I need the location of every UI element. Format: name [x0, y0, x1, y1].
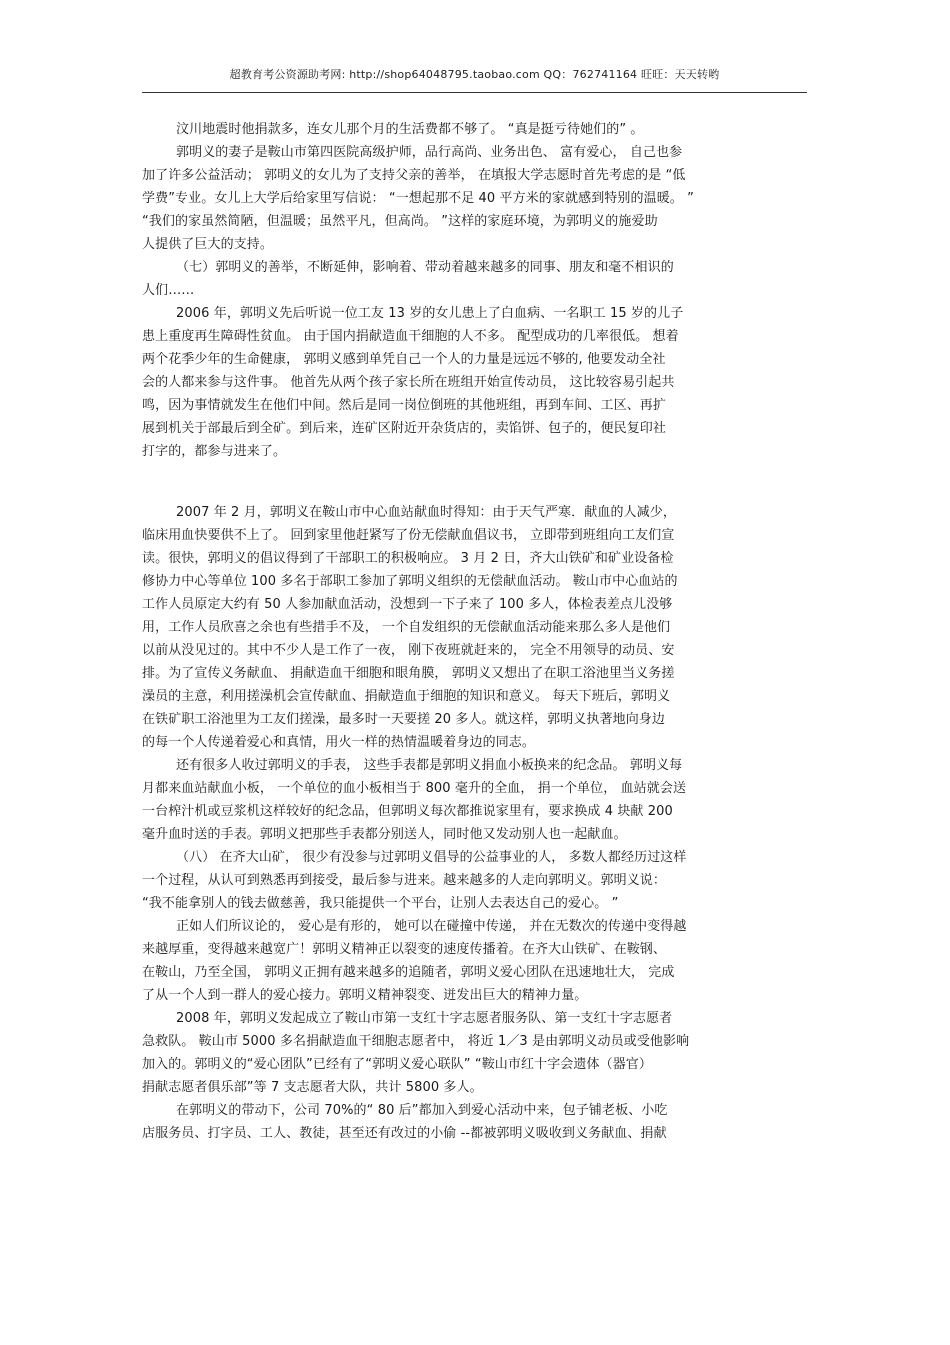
text-line: 加了许多公益活动； 郭明义的女儿为了支持父亲的善举， 在填报大学志愿时首先考虑的是 “低	[142, 168, 686, 183]
text-line: 来越厚重，变得越来越宽广！郭明义精神正以裂变的速度传播着。在齐大山铁矿、在鞍钢、	[142, 942, 667, 957]
text-line: “我们的家虽然简陋，但温暖；虽然平凡，但高尚。 ”这样的家庭环境，为郭明义的施爱助	[142, 214, 658, 229]
text-line: 修协力中心等单位 100 多名于部职工参加了郭明义组织的无偿献血活动。 鞍山市中心血站的	[142, 574, 678, 589]
header-rule	[142, 92, 807, 93]
text-line: 汶川地震时他捐款多，连女儿那个月的生活费都不够了。 “真是挺亏待她们的” 。	[176, 122, 644, 137]
text-line: 加入的。郭明义的“爱心团队”已经有了“郭明义爱心联队” “鞍山市红十字会遗体（器官）	[142, 1057, 653, 1072]
text-line: 临床用血快要供不上了。 回到家里他赶紧写了份无偿献血倡议书， 立即带到班组向工友们宣	[142, 528, 675, 543]
text-line: （七）郭明义的善举，不断延伸，影响着、带动着越来越多的同事、朋友和毫不相识的	[176, 260, 674, 275]
text-line: 排。为了宣传义务献血、 捐献造血干细胞和眼角膜， 郭明义又想出了在职工浴池里当义务搓	[142, 666, 675, 681]
text-line: 2008 年，郭明义发起成立了鞍山市第一支红十字志愿者服务队、第一支红十字志愿者	[176, 1011, 673, 1026]
text-line: 在铁矿职工浴池里为工友们搓澡，最多时一天要搓 20 多人。就这样，郭明义执著地向身边	[142, 712, 666, 727]
text-line: 展到机关于部最后到全矿。到后来，连矿区附近开杂货店的，卖馅饼、包子的，便民复印社	[142, 421, 667, 436]
text-line: 在郭明义的带动下，公司 70%的“ 80 后”都加入到爱心活动中来，包子铺老板、小吃	[176, 1103, 668, 1118]
document-body	[142, 118, 810, 1145]
text-line: （八） 在齐大山矿， 很少有没参与过郭明义倡导的公益事业的人， 多数人都经历过这样	[176, 850, 687, 865]
text-line: 以前从没见过的。其中不少人是工作了一夜， 刚下夜班就赶来的， 完全不用领导的动员、安	[142, 643, 675, 658]
text-line: 患上重度再生障碍性贫血。 由于国内捐献造血干细胞的人不多。 配型成功的几率很低。 想着	[142, 329, 679, 344]
text-line: 两个花季少年的生命健康， 郭明义感到单凭自己一个人的力量是远远不够的, 他要发动全社	[142, 352, 666, 367]
text-line: 澡员的主意，利用搓澡机会宣传献血、捐献造血于细胞的知识和意义。 每天下班后，郭明义	[142, 689, 671, 704]
text-line: 郭明义的妻子是鞍山市第四医院高级护师，品行高尚、业务出色、 富有爱心， 自己也参	[176, 145, 683, 160]
text-line: 月都来血站献血小板， 一个单位的血小板相当于 800 毫升的全血， 捐一个单位， 血站就会送	[142, 781, 687, 796]
text-line: 急救队。 鞍山市 5000 多名捐献造血干细胞志愿者中， 将近 1／3 是由郭明义动员或受他影响	[142, 1034, 690, 1049]
text-line: 的每一个人传递着爱心和真情，用火一样的热情温暖着身边的同志。	[142, 735, 536, 750]
text-line: 用，工作人员欣喜之余也有些措手不及， 一个自发组织的无偿献血活动能来那么多人是他们	[142, 620, 671, 635]
text-line: 工作人员原定大约有 50 人参加献血活动，没想到一下子来了 100 多人，体检表差点儿没够	[142, 597, 673, 612]
text-line: 人们……	[142, 283, 195, 298]
paragraph	[142, 141, 810, 256]
page-header: 超教育考公资源助考网: http://shop64048795.taobao.com QQ：762741164 旺旺：天天转哟	[229, 68, 720, 81]
text-line: 毫升血时送的手表。郭明义把那些手表都分别送人，同时他又发动别人也一起献血。	[142, 827, 627, 842]
text-line: 一台榨汁机或豆浆机这样较好的纪念品，但郭明义每次都推说家里有，要求换成 4 块献 200	[142, 804, 673, 819]
paragraph	[142, 256, 810, 302]
paragraph	[142, 302, 810, 463]
text-line: 会的人都来参与这件事。 他首先从两个孩子家长所在班组开始宣传动员， 这比较容易引起共	[142, 375, 675, 390]
paragraph-gap	[142, 463, 810, 501]
paragraph	[142, 754, 810, 846]
text-line: 在鞍山，乃至全国， 郭明义正拥有越来越多的追随者，郭明义爱心团队在迅速地壮大， 完成	[142, 965, 675, 980]
text-line: 鸣，因为事情就发生在他们中间。然后是同一岗位倒班的其他班组，再到车间、工区、再扩	[142, 398, 667, 413]
paragraph	[142, 915, 810, 1007]
text-line: 2007 年 2 月，郭明义在鞍山市中心血站献血时得知：由于天气严寒．献血的人减少，	[176, 505, 676, 520]
text-line: “我不能拿别人的钱去做慈善，我只能提供一个平台，让别人去表达自己的爱心。 ”	[142, 896, 619, 911]
paragraph	[142, 501, 810, 754]
text-line: 正如人们所议论的， 爱心是有形的， 她可以在碰撞中传递， 并在无数次的传递中变得越	[176, 919, 687, 934]
paragraph	[142, 1007, 810, 1099]
text-line: 一个过程，从认可到熟悉再到接受，最后参与进来。越来越多的人走向郭明义。郭明义说：	[142, 873, 667, 888]
text-line: 读。很快，郭明义的倡议得到了干部职工的积极响应。 3 月 2 日，齐大山铁矿和矿业设备检	[142, 551, 674, 566]
text-line: 店服务员、打字员、工人、教徒，甚至还有改过的小偷 --都被郭明义吸收到义务献血、捐献	[142, 1126, 667, 1141]
text-line: 2006 年，郭明义先后听说一位工友 13 岁的女儿患上了白血病、一名职工 15 岁的儿子	[176, 306, 684, 321]
text-line: 学费”专业。女儿上大学后给家里写信说： “一想起那不足 40 平方米的家就感到特别的温暖。 ”	[142, 191, 694, 206]
paragraph	[142, 1099, 810, 1145]
paragraph	[142, 846, 810, 915]
text-line: 打字的，都参与进来了。	[142, 444, 287, 459]
paragraph	[142, 118, 810, 141]
text-line: 了从一个人到一群人的爱心接力。郭明义精神裂变、迸发出巨大的精神力量。	[142, 988, 588, 1003]
text-line: 捐献志愿者俱乐部”等 7 支志愿者大队，共计 5800 多人。	[142, 1080, 483, 1095]
text-line: 还有很多人收过郭明义的手表， 这些手表都是郭明义捐血小板换来的纪念品。 郭明义每	[176, 758, 683, 773]
text-line: 人提供了巨大的支持。	[142, 237, 274, 252]
